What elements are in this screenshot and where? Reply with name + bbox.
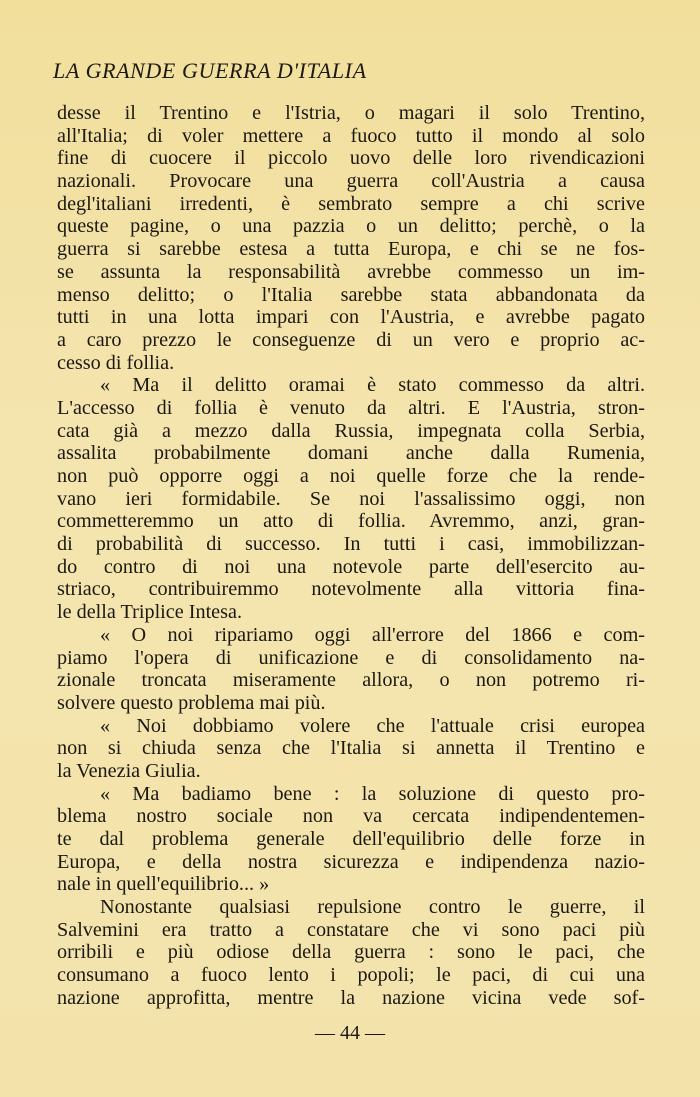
page-number: — 44 — bbox=[315, 1022, 385, 1044]
text-line: te dal problema generale dell'equilibrio delle forze in bbox=[57, 828, 645, 850]
text-line: « Ma badiamo bene : la soluzione di questo pro- bbox=[100, 782, 645, 805]
text-line: « O noi ripariamo oggi all'errore del 1866 e com- bbox=[100, 623, 645, 646]
text-line: nazionali. Provocare una guerra coll'Austria a causa bbox=[57, 170, 645, 193]
text-line: a caro prezzo le conseguenze di un vero e proprio ac- bbox=[57, 328, 645, 351]
text-line: vano ieri formidabile. Se noi l'assalissimo oggi, non bbox=[57, 487, 645, 510]
text-line: « Ma il delitto oramai è stato commesso da altri. bbox=[100, 374, 645, 397]
text-line: Europa, e della nostra sicurezza e indipendenza nazio- bbox=[57, 850, 645, 873]
text-line: le della Triplice Intesa. bbox=[57, 601, 243, 624]
text-line: desse il Trentino e l'Istria, o magari il solo Trentino, bbox=[57, 102, 645, 124]
text-line: Salvemini era tratto a constatare che vi sono paci più bbox=[57, 918, 645, 941]
text-line: non si chiuda senza che l'Italia si annetta il Trentino e bbox=[57, 737, 645, 760]
text-line: all'Italia; di voler mettere a fuoco tutto il mondo al solo bbox=[57, 124, 645, 147]
text-line: orribili e più odiose della guerra : sono le paci, che bbox=[57, 941, 645, 964]
text-line: striaco, contribuiremmo notevolmente alla vittoria fina- bbox=[57, 578, 645, 601]
text-line: se assunta la responsabilità avrebbe commesso un im- bbox=[57, 260, 645, 283]
running-header: LA GRANDE GUERRA D'ITALIA bbox=[53, 58, 367, 83]
text-line: cata già a mezzo dalla Russia, impegnata colla Serbia, bbox=[57, 419, 645, 442]
text-line: degl'italiani irredenti, è sembrato sempre a chi scrive bbox=[57, 192, 645, 215]
text-line: di probabilità di successo. In tutti i casi, immobilizzan- bbox=[57, 533, 645, 556]
text-line: consumano a fuoco lento i popoli; le paci, di cui una bbox=[57, 964, 645, 987]
text-line: do contro di noi una notevole parte dell'esercito au- bbox=[57, 555, 645, 578]
text-line: fine di cuocere il piccolo uovo delle loro rivendicazioni bbox=[57, 147, 645, 170]
text-line: solvere questo problema mai più. bbox=[57, 691, 326, 714]
text-line: « Noi dobbiamo volere che l'attuale crisi europea bbox=[100, 714, 645, 737]
body-text bbox=[57, 102, 645, 1010]
text-line: Nonostante qualsiasi repulsione contro le guerre, il bbox=[100, 896, 645, 919]
text-line: guerra si sarebbe estesa a tutta Europa, e chi se ne fos- bbox=[57, 238, 645, 261]
text-line: nazione approfitta, mentre la nazione vicina vede sof- bbox=[57, 986, 645, 1009]
text-line: menso delitto; o l'Italia sarebbe stata abbandonata da bbox=[57, 283, 645, 306]
text-line: commetteremmo un atto di follia. Avremmo, anzi, gran- bbox=[57, 510, 645, 533]
text-line: piamo l'opera di unificazione e di consolidamento na- bbox=[57, 646, 645, 669]
text-line: zionale troncata miseramente allora, o non potremo ri- bbox=[57, 669, 645, 692]
text-line: blema nostro sociale non va cercata indipendentemen- bbox=[57, 805, 645, 828]
text-line: tutti in una lotta impari con l'Austria, e avrebbe pagato bbox=[57, 306, 645, 329]
text-line: non può opporre oggi a noi quelle forze che la rende- bbox=[57, 465, 645, 487]
text-line: queste pagine, o una pazzia o un delitto; perchè, o la bbox=[57, 215, 645, 238]
text-line: L'accesso di follia è venuto da altri. E l'Austria, stron- bbox=[57, 396, 645, 419]
text-line: cesso di follia. bbox=[57, 351, 175, 374]
text-line: la Venezia Giulia. bbox=[57, 759, 201, 782]
text-line: assalita probabilmente domani anche dalla Rumenia, bbox=[57, 442, 645, 465]
text-line: nale in quell'equilibrio... » bbox=[57, 873, 270, 896]
